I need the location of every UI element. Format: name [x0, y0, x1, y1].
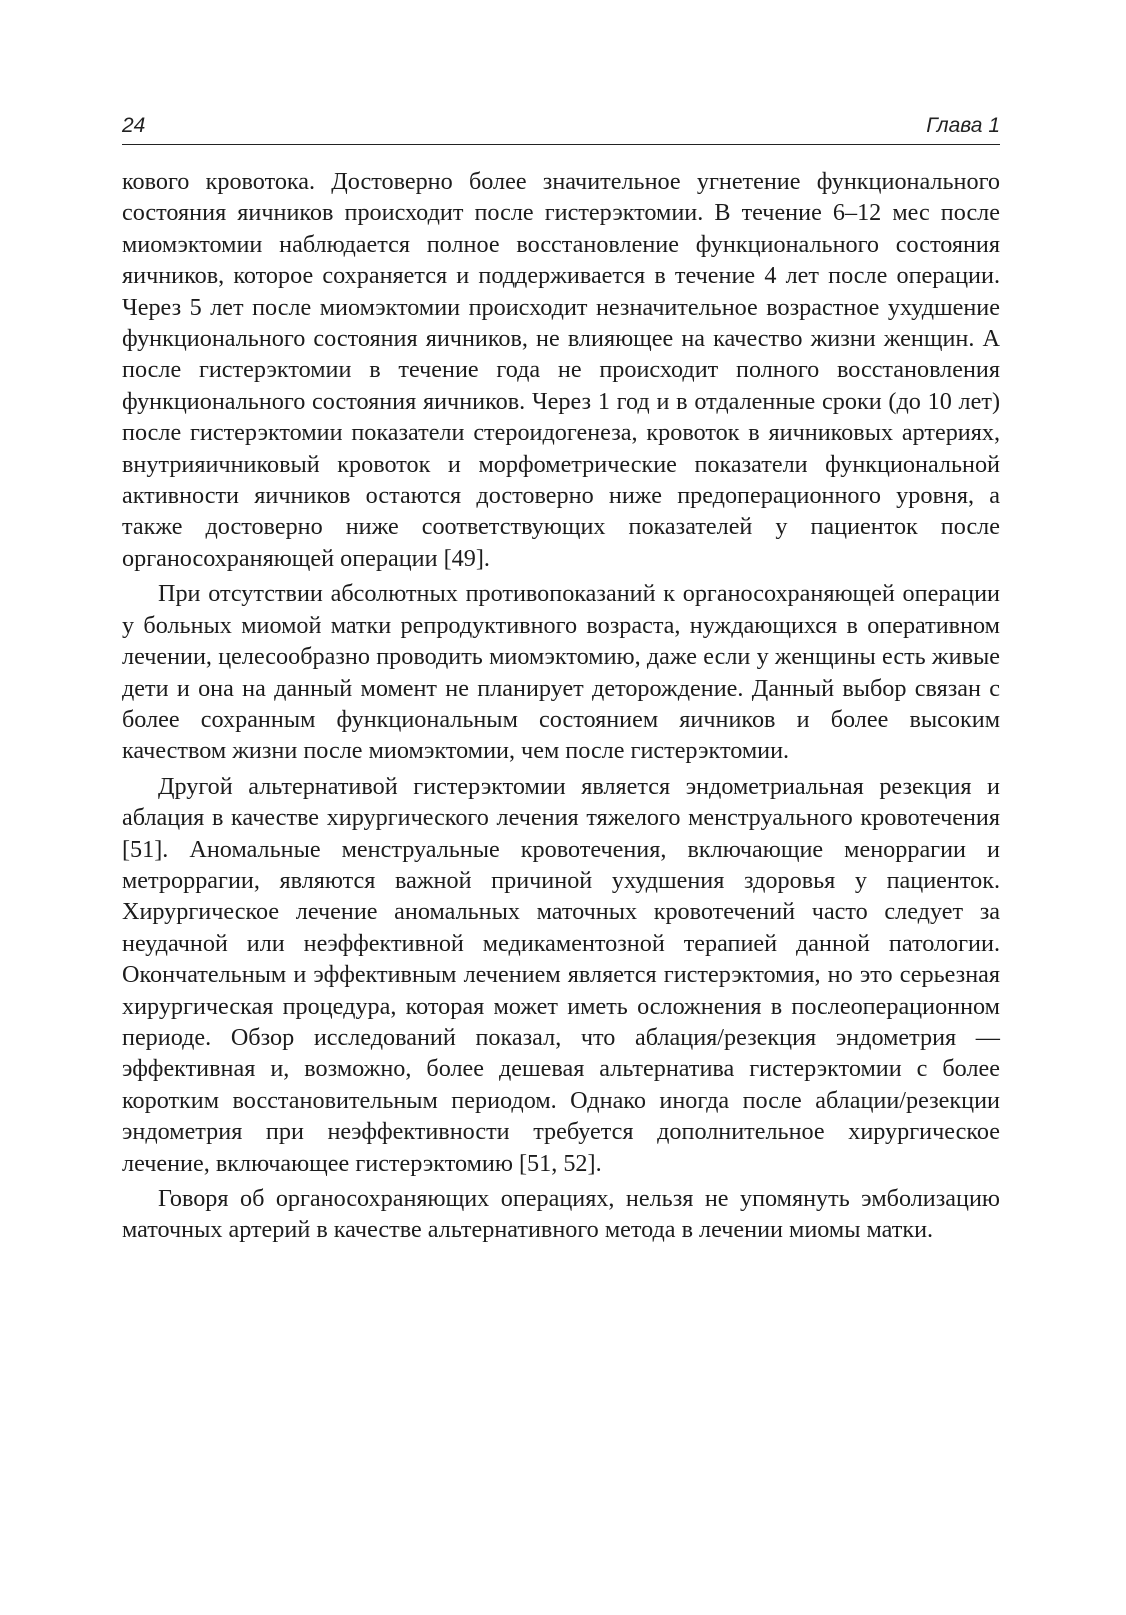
- chapter-title: Глава 1: [926, 114, 1000, 137]
- body-text: [122, 166, 1000, 1246]
- paragraph-4: Говоря об органосохраняющих операциях, нельзя не упомянуть эмболизацию маточных артерий в качестве альтернативного метода в лечении миомы матки.: [122, 1185, 1000, 1244]
- paragraph-3: Другой альтернативой гистерэктомии является эндометриальная резекция и аблация в качестве хирургического лечения тяжелого менструального кровотечения [51]. Аномальные менструальные кровотечения, включающие меноррагии и метроррагии, являются важной причиной ухудшения здоровья у пациенток. Хирургическое лечение аномальных маточных кровотечений часто следует за неудачной или неэффективной медикаментозной терапией данной патологии. Окончательным и эффективным лечением является гистерэктомия, но это серьезная хирургическая процедура, которая может иметь осложнения в послеоперационном периоде. Обзор исследований показал, что аблация/резекция эндометрия — эффективная и, возможно, более дешевая альтернатива гистерэктомии с более коротким восстановительным периодом. Однако иногда после аблации/резекции эндометрия при неэффективности требуется дополнительное хирургическое лечение, включающее гистерэктомию [51, 52].: [122, 772, 1000, 1177]
- page-number: 24: [122, 114, 146, 137]
- paragraph-1: кового кровотока. Достоверно более значительное угнетение функционального состояния яичников происходит после гистерэктомии. В течение 6–12 мес после миомэктомии наблюдается полное восстановление функционального состояния яичников, которое сохраняется и поддерживается в течение 4 лет после операции. Через 5 лет после миомэктомии происходит незначительное возрастное ухудшение функционального состояния яичников, не влияющее на качество жизни женщин. А после гистерэктомии в течение года не происходит полного восстановления функционального состояния яичников. Через 1 год и в отдаленные сроки (до 10 лет) после гистерэктомии показатели стероидогенеза, кровоток в яичниковых артериях, внутрияичниковый кровоток и морфометрические показатели функциональной активности яичников остаются достоверно ниже предоперационного уровня, а также достоверно ниже соответствующих показателей у пациенток после органосохраняющей операции [49].: [122, 168, 1000, 572]
- paragraph-2: При отсутствии абсолютных противопоказаний к органосохраняющей операции у больных миомой матки репродуктивного возраста, нуждающихся в оперативном лечении, целесообразно проводить миомэктомию, даже если у женщины есть живые дети и она на данный момент не планирует деторождение. Данный выбор связан с более сохранным функциональным состоянием яичников и более высоким качеством жизни после миомэктомии, чем после гистерэктомии.: [122, 580, 1000, 765]
- running-header: [122, 100, 1000, 145]
- book-page: [122, 100, 1000, 1250]
